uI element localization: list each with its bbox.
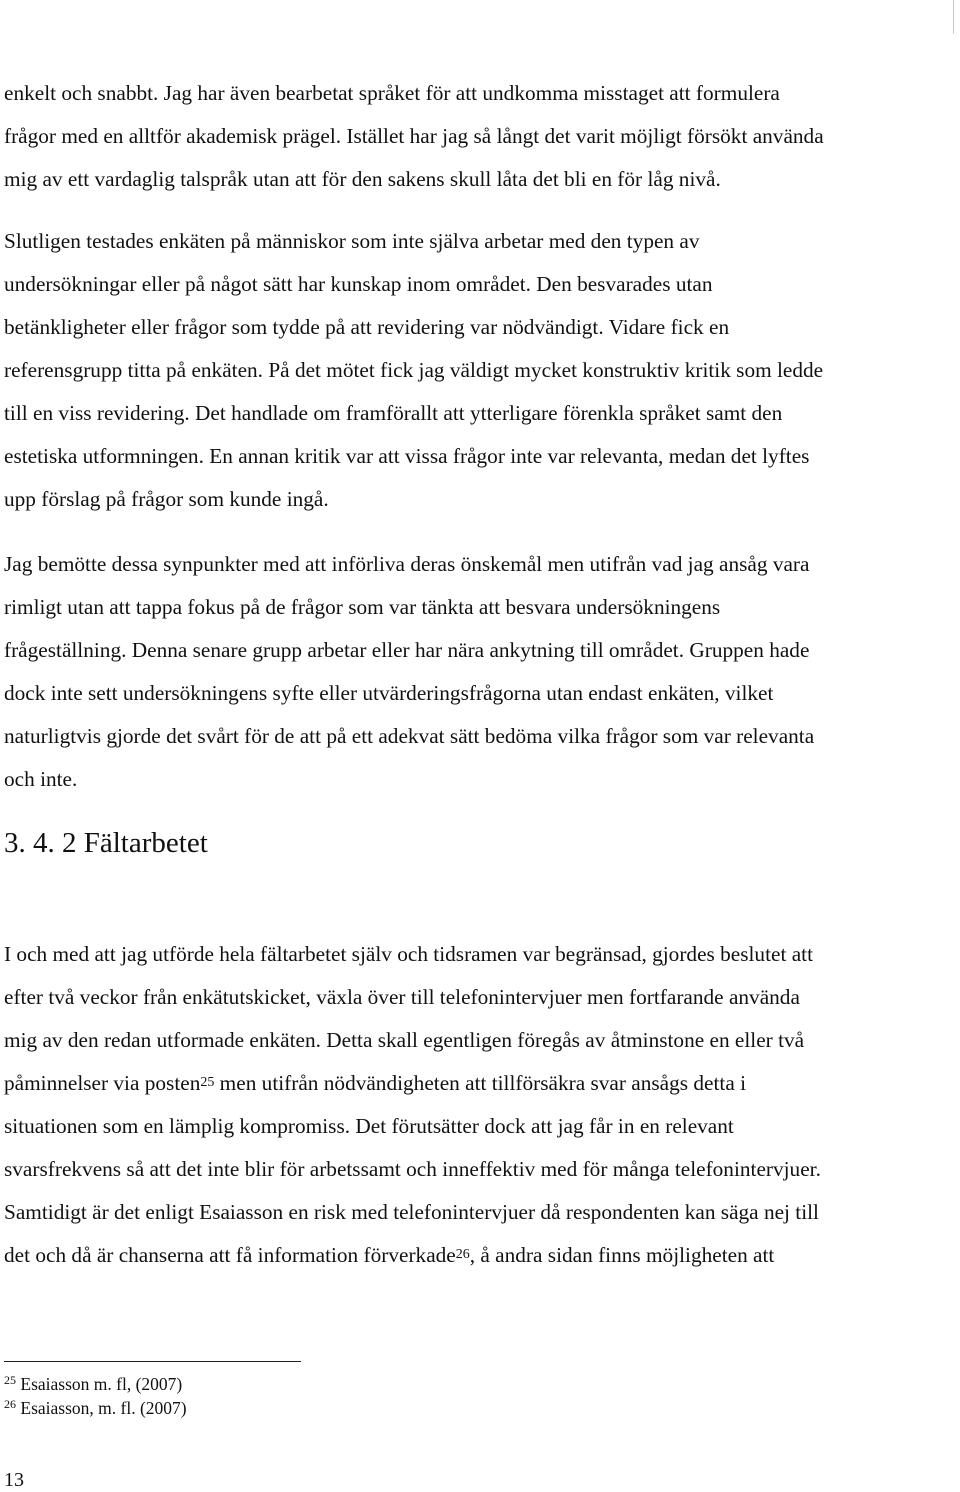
text-line: Samtidigt är det enligt Esaiasson en risk med telefonintervjuer då respondenten kan säga nej till	[4, 1200, 819, 1224]
footnote-number: 25	[4, 1373, 16, 1387]
text-segment: , å andra sidan finns möjligheten att	[469, 1243, 775, 1267]
text-line: estetiska utformningen. En annan kritik var att vissa frågor inte var relevanta, medan det lyftes	[4, 444, 810, 468]
text-line: till en viss revidering. Det handlade om framförallt att ytterligare förenkla språket samt den	[4, 401, 783, 425]
text-line: Jag bemötte dessa synpunkter med att införliva deras önskemål men utifrån vad jag ansåg vara	[4, 552, 810, 576]
footnote-text: Esaiasson m. fl, (2007)	[16, 1374, 183, 1394]
text-line: mig av ett vardaglig talspråk utan att för den sakens skull låta det bli en för låg nivå.	[4, 167, 721, 191]
text-line: enkelt och snabbt. Jag har även bearbetat språket för att undkomma misstaget att formulera	[4, 81, 780, 105]
text-line	[4, 1062, 746, 1105]
section-heading: 3. 4. 2 Fältarbetet	[4, 827, 208, 859]
text-line: situationen som en lämplig kompromiss. Det förutsätter dock att jag får in en relevant	[4, 1114, 734, 1138]
page-number: 13	[4, 1469, 24, 1491]
footnote-item	[4, 1396, 187, 1420]
text-line: upp förslag på frågor som kunde ingå.	[4, 487, 329, 511]
text-line: frågor med en alltför akademisk prägel. Istället har jag så långt det varit möjligt försökt använda	[4, 124, 824, 148]
text-line: referensgrupp titta på enkäten. På det mötet fick jag väldigt mycket konstruktiv kritik som ledde	[4, 358, 824, 382]
text-line: och inte.	[4, 767, 78, 791]
footnotes	[4, 1372, 187, 1420]
text-line: Slutligen testades enkäten på människor som inte själva arbetar med den typen av	[4, 229, 700, 253]
text-line: I och med att jag utförde hela fältarbetet själv och tidsramen var begränsad, gjordes beslutet att	[4, 942, 813, 966]
page-edge-mark	[953, 0, 954, 34]
text-line: frågeställning. Denna senare grupp arbetar eller har nära ankytning till området. Gruppen hade	[4, 638, 810, 662]
text-line: mig av den redan utformade enkäten. Detta skall egentligen föregås av åtminstone en eller två	[4, 1028, 805, 1052]
footnote-item	[4, 1372, 187, 1396]
footnote-divider	[4, 1361, 301, 1362]
footnote-ref[interactable]: 26	[455, 1247, 470, 1262]
text-segment: men utifrån nödvändigheten att tillförsäkra svar ansågs detta i	[214, 1071, 747, 1095]
text-line: rimligt utan att tappa fokus på de frågor som var tänkta att besvara undersökningens	[4, 595, 721, 619]
text-line: betänkligheter eller frågor som tydde på att revidering var nödvändigt. Vidare fick en	[4, 315, 730, 339]
footnote-text: Esaiasson, m. fl. (2007)	[16, 1398, 187, 1418]
footnote-ref[interactable]: 25	[200, 1075, 215, 1090]
text-line: dock inte sett undersökningens syfte eller utvärderingsfrågorna utan endast enkäten, vilket	[4, 681, 774, 705]
text-segment: det och då är chanserna att få information förverkade	[4, 1243, 456, 1267]
text-line: undersökningar eller på något sätt har kunskap inom området. Den besvarades utan	[4, 272, 713, 296]
text-line: naturligtvis gjorde det svårt för de att på ett adekvat sätt bedöma vilka frågor som var relevanta	[4, 724, 815, 748]
text-line: efter två veckor från enkätutskicket, växla över till telefonintervjuer men fortfarande använda	[4, 985, 800, 1009]
text-segment: påminnelser via posten	[4, 1071, 201, 1095]
footnote-number: 26	[4, 1397, 16, 1411]
text-line: svarsfrekvens så att det inte blir för arbetssamt och inneffektiv med för många telefonintervjuer.	[4, 1157, 821, 1181]
text-line	[4, 1234, 774, 1277]
